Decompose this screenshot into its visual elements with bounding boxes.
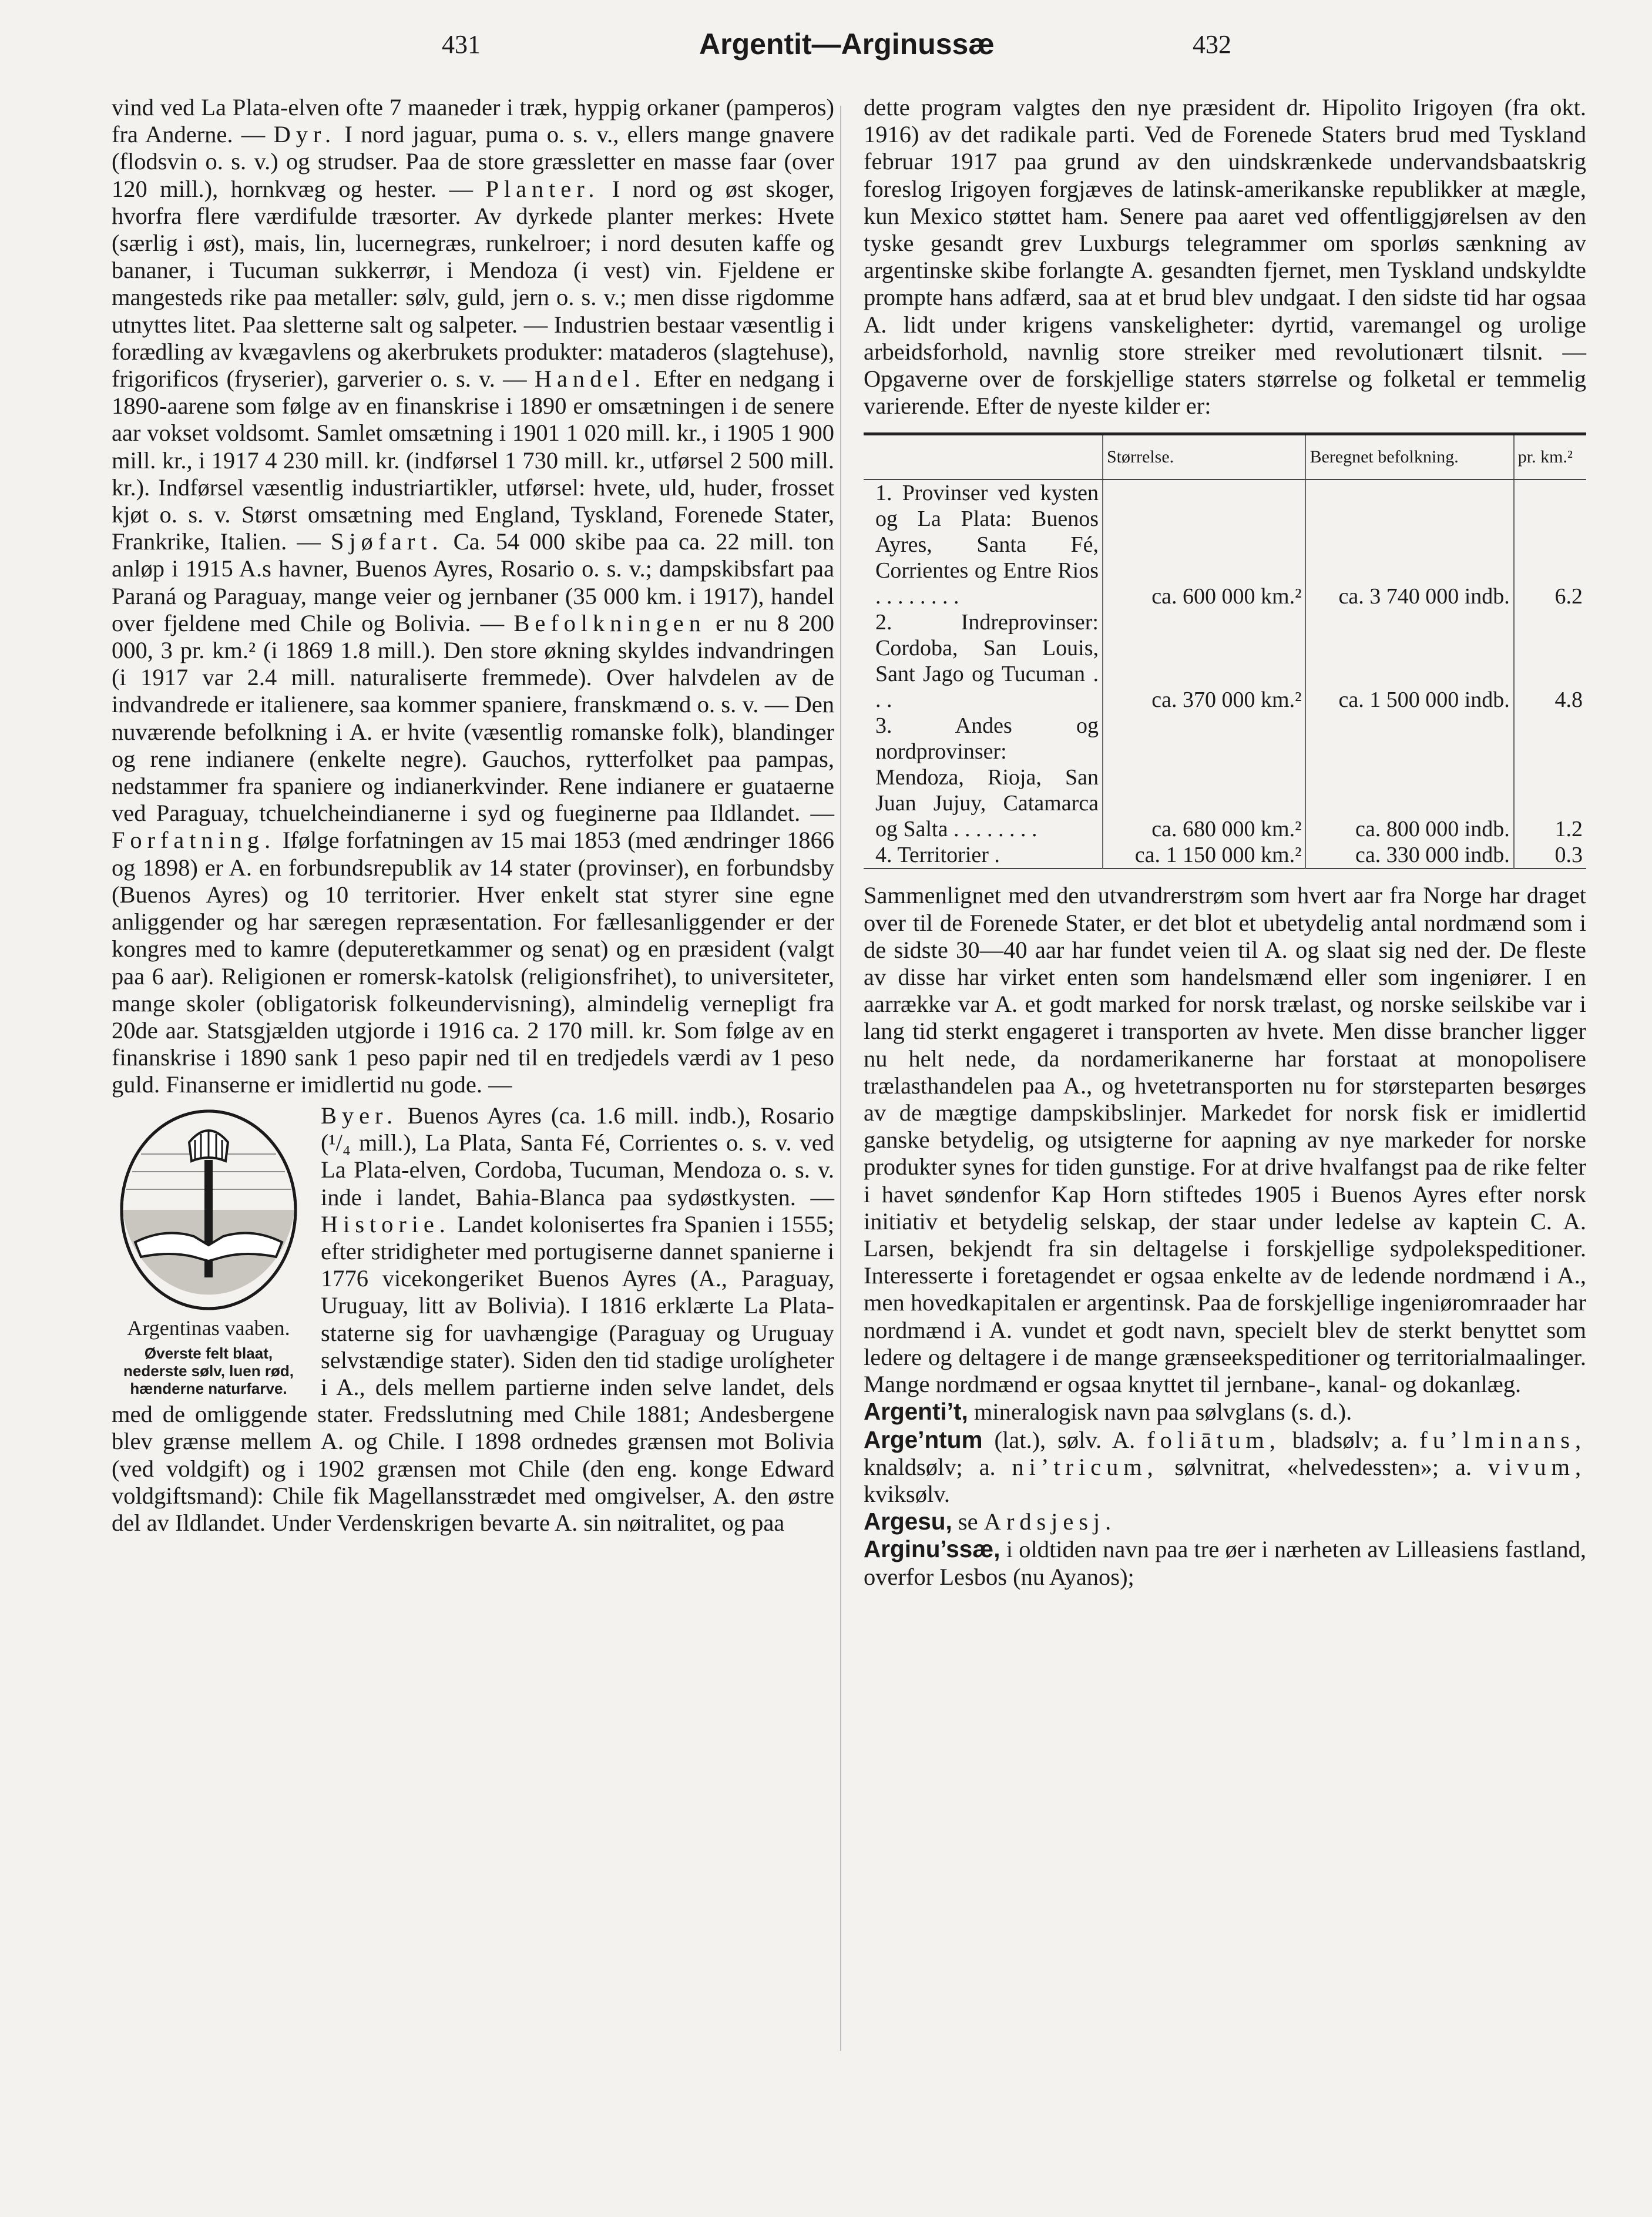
provinces-table xyxy=(864,432,1586,869)
table-row xyxy=(864,609,1586,713)
text-run: Ca. 54 000 skibe paa ca. 22 mill. ton anløp i 1915 A.s havner, Buenos Ayres, Rosario o. s. v.; dampskibsfart paa Paraná og Paraguay, mange veier og jernbaner (35 000 km. i 1917), handel over fjeldene med Chile og Bolivia. — xyxy=(112,528,834,636)
text-run: kviksølv. xyxy=(864,1480,951,1507)
page-number-right: 432 xyxy=(1193,30,1231,59)
subheading-handel: Handel. xyxy=(534,365,646,393)
right-paragraph-1: dette program valgtes den nye præsident dr. Hipolito Irigoyen (fra okt. 1916) av det radikale parti. Ved de Forenede Staters brud med Tyskland februar 1917 paa grund av den uindskrænkede undervandsbaatskrig foreslog Irigoyen forgjæves de latinsk-amerikanske republikker at mægle, kun Mexico støttet ham. Senere paa aaret ved offentliggjørelsen av den tyske gesandt grev Luxburgs telegrammer om sporløs sænkning av argentinske skibe forlangte A. gesandten fjernet, men Tyskland undskyldte prompte hans adfærd, saa at et brud blev undgaat. I den sidste tid har ogsaa A. lidt under krigens vanskeligheter: dyrtid, varemangel og urolige arbeidsforhold, navnlig store streiker med revolutionært tilsnit. — Opgaverne over de forskjellige staters størrelse og folketal er temmelig varierende. Efter de nyeste kilder er: xyxy=(864,94,1586,420)
page-number-left: 431 xyxy=(442,30,481,59)
spaced-term: Ardsjesj. xyxy=(983,1508,1117,1535)
text-run: (lat.), sølv. A. xyxy=(982,1426,1147,1453)
table-cell-pop: ca. 3 740 000 indb. xyxy=(1305,479,1513,609)
table-row xyxy=(864,713,1586,842)
entry-argentum xyxy=(864,1426,1586,1508)
table-cell-name: 1. Provinser ved kysten og La Plata: Buenos Ayres, Santa Fé, Corrientes og Entre Rios . . . . . . . . xyxy=(875,481,1099,609)
table-header-cell: Beregnet befolkning. xyxy=(1305,434,1513,480)
table-cell-density: 0.3 xyxy=(1514,842,1586,868)
text-run: Ifølge forfatningen av 15 mai 1853 (med ændringer 1866 og 1898) er A. en forbundsrepublik av 14 stater (provinser), en forbundsby (Buenos Ayres) og 10 territorier. Hver enkelt stat styrer sine egne anliggender og har særegen repræsentation. For fællesanliggender er der kongres med to kamre (deputeretkammer og senat) og en præsident (valgt paa 6 aar). Religionen er romersk-katolsk (religionsfrihet), to universiteter, mange skoler (obligatorisk folkeundervisning), almindelig vernepligt fra 20de aar. Statsgjælden utgjorde i 1916 ca. 2 170 mill. kr. Som følge av en finanskrise i 1890 sank 1 peso papir ned til en tredjedels værdi av 1 peso guld. Finanserne er imidlertid nu gode. — xyxy=(112,827,834,1098)
figure-caption: Argentinas vaaben. xyxy=(127,1316,290,1340)
table-cell-name: 4. Territorier . xyxy=(875,843,1000,868)
table-cell-size: ca. 1 150 000 km.² xyxy=(1103,842,1305,868)
entry-title: Argesu, xyxy=(864,1508,952,1535)
figure-note: Øverste felt blaat, nederste sølv, luen rød, hænderne naturfarve. xyxy=(123,1344,294,1397)
entry-title: Arginu’ssæ, xyxy=(864,1535,1000,1563)
argentina-coat-of-arms-icon xyxy=(117,1107,300,1313)
entry-title: Arge’ntum xyxy=(864,1426,983,1453)
entry-title: Argenti’t, xyxy=(864,1398,968,1426)
table-header-cell: pr. km.² xyxy=(1514,434,1586,480)
text-run: I nord jaguar, puma o. s. v., ellers mange gnavere (flodsvin o. s. v.) og strudser. Paa de store græssletter en masse faar (over 120 mill.), hornkvæg og hester. — xyxy=(112,121,834,202)
table-cell-size: ca. 680 000 km.² xyxy=(1103,713,1305,842)
subheading-forfatning: Forfatning. xyxy=(112,827,276,854)
coat-of-arms-figure xyxy=(112,1107,305,1397)
text-run: se xyxy=(952,1508,984,1535)
text-run: Landet kolonisertes fra Spanien i 1555; efter stridigheter med portugiserne dannet spanierne i 1776 vicekongeriket Buenos Ayres (A., Paraguay, Uruguay, litt av Bolivia). I 1816 erklærte La Plata-staterne sig for uavhængige (Paraguay og Uruguay selvstændige stater). Siden den tid stadige urolígheter i A., dels mellem partierne inden selve landet, dels med de omliggende stater. Fredsslutning med Chile 1881; Andesbergene blev grænse mellem A. og Chile. I 1898 ordnedes grænsen mot Bolivia (ved voldgift) og i 1902 grænsen mot Chile (den eng. konge Edward voldgiftsmand): Chile fik Magellansstrædet med omgivelser, A. den østre del av Ildlandet. Under Verdenskrigen bevarte A. sin nøitralitet, og paa xyxy=(112,1210,834,1537)
subheading-byer: Byer. xyxy=(321,1102,398,1129)
table-cell-size: ca. 370 000 km.² xyxy=(1103,609,1305,713)
entry-argesu xyxy=(864,1508,1586,1535)
table-cell-pop: ca. 1 500 000 indb. xyxy=(1305,609,1513,713)
entry-arginussae xyxy=(864,1535,1586,1590)
right-column xyxy=(864,94,1586,1591)
left-column xyxy=(112,94,834,1099)
spaced-term: vivum, xyxy=(1488,1453,1586,1480)
left-column-lower xyxy=(112,1102,834,1537)
subheading-sjofart: Sjøfart. xyxy=(330,528,444,555)
column-divider xyxy=(840,106,841,2051)
table-cell-name: 2. Indreprovinser: Cordoba, San Louis, Sant Jago og Tucuman . . . xyxy=(875,610,1099,713)
text-run: vind ved La Plata-elven ofte 7 maaneder i træk, hyppig orkaner (pamperos) fra Anderne. — xyxy=(112,94,834,148)
spaced-term: fu’lminans, xyxy=(1419,1426,1586,1453)
table-header-row xyxy=(864,434,1586,480)
text-run: knaldsølv; a. xyxy=(864,1453,1012,1480)
table-row xyxy=(864,479,1586,609)
text-run: I nord og øst skoger, hvorfra flere værdifulde træsorter. Av dyrkede planter merkes: Hvete (særlig i øst), mais, lin, lucernegræs, runkelroer; i nord desuten kaffe og bananer, i Tucuman sukkerrør, i Mendoza (i vest) vin. Fjeldene er mangesteds rike paa metaller: sølv, guld, jern o. s. v.; men disse rigdomme utnyttes litet. Paa sletterne salt og salpeter. — Industrien bestaar væsentlig i forædling av kvægavlens og akerbrukets produkter: mataderos (slagtehuse), frigorificos (fryserier), garverier o. s. v. — xyxy=(112,175,834,393)
subheading-dyr: Dyr. xyxy=(273,121,337,148)
table-cell-density: 1.2 xyxy=(1514,713,1586,842)
entry-argentit xyxy=(864,1398,1586,1426)
table-cell-density: 4.8 xyxy=(1514,609,1586,713)
right-paragraph-2: Sammenlignet med den utvandrerstrøm som hvert aar fra Norge har draget over til de Forenede Stater, er det blot et ubetydelig antal nordmænd som i de sidste 30—40 aar har fundet veien til A. og slaat sig ned der. De fleste av disse har virket enten som handelsmænd eller som ingeniører. I en aarrække var A. et godt marked for norsk trælast, og norske seilskibe var i lang tid sterkt engageret i transporten av hvete. Men disse brancher ligger nu helt nede, da nordamerikanerne har forstaat at monopolisere trælasthandelen paa A., og hvetetransporten nu for størsteparten besørges av de mægtige dampskibslinjer. Markedet for norsk fisk er imidlertid ganske betydelig, og utsigterne for aapning av nye markeder for norske produkter synes for tiden gunstige. For at drive hvalfangst paa de rike felter i havet søndenfor Kap Horn stiftedes 1905 i Buenos Ayres efter norsk initiativ et betydelig selskap, der staar under ledelse av kaptein C. A. Larsen, bekjendt fra sin deltagelse i forskjellige sydpolekspeditioner. Interesserte i foretagendet er ogsaa enkelte av de ledende nordmænd i A., men hovedkapitalen er argentinsk. Paa de forskjellige ingeniøromraader har nordmænd i A. vundet et godt navn, specielt blev de sterkt benyttet som ledere og deltagere i de mange grænseekspeditioner og territorialmaalinger. Mange nordmænd er ogsaa knyttet til jernbane-, kanal- og dokanlæg. xyxy=(864,882,1586,1398)
text-run: bladsølv; a. xyxy=(1280,1426,1420,1453)
table-cell-pop: ca. 800 000 indb. xyxy=(1305,713,1513,842)
text-run: Buenos Ayres (ca. 1.6 mill. indb.), Rosario (¹/₄ mill.), La Plata, Santa Fé, Corrientes o. s. v. ved La Plata-elven, Cordoba, Tucuman, Mendoza o. s. v. inde i landet, Bahia-Blanca paa sydøstkysten. — xyxy=(321,1102,834,1210)
spaced-term: foliātum, xyxy=(1147,1426,1281,1453)
table-cell-name: 3. Andes og nordprovinser: Mendoza, Rioja, San Juan Jujuy, Catamarca og Salta . . . . . . . . xyxy=(875,713,1099,842)
text-run: sølvnitrat, «helvedessten»; a. xyxy=(1158,1453,1488,1480)
table-cell-pop: ca. 330 000 indb. xyxy=(1305,842,1513,868)
table-header-cell xyxy=(864,434,1103,480)
text-run: Efter en nedgang i 1890-aarene som følge av en finanskrise i 1890 er omsætningen i de senere aar vokset voldsomt. Samlet omsætning i 1901 1 020 mill. kr., i 1905 1 900 mill. kr., i 1917 4 230 mill. kr. (indførsel 1 730 mill. kr., utførsel 2 500 mill. kr.). Indførsel væsentlig industriartikler, utførsel: hvete, uld, huder, frosset kjøt o. s. v. Størst omsætning med England, Tyskland, Forenede Stater, Frankrike, Italien. — xyxy=(112,365,834,555)
text-run: mineralogisk navn paa sølvglans (s. d.). xyxy=(968,1398,1352,1426)
table-cell-size: ca. 600 000 km.² xyxy=(1103,479,1305,609)
table-row xyxy=(864,842,1586,868)
spaced-term: ni’tricum, xyxy=(1012,1453,1159,1480)
subheading-planter: Planter. xyxy=(485,175,600,202)
text-run: er nu 8 200 000, 3 pr. km.² (i 1869 1.8 mill.). Den store økning skyldes indvandringen (i 1917 var 2.4 mill. naturaliserte fremmede). Over halvdelen av de indvandrede er italienere, saa kommer spaniere, franskmænd o. s. v. — Den nuværende befolkning i A. er hvite (væsentlig romanske folk), blandinger og rene indianere (enkelte negre). Gauchos, rytterfolket paa pampas, nedstammer fra spaniere og indianerkvinder. Rene indianere er guataerne ved Paraguay, tchuelcheindianerne i syd og fueginerne paa Ildlandet. — xyxy=(112,609,834,827)
text-run: i oldtiden navn paa tre øer i nærheten av Lilleasiens fastland, overfor Lesbos (nu Ayanos); xyxy=(864,1536,1586,1590)
subheading-befolkningen: Befolkningen xyxy=(513,609,706,636)
subheading-historie: Historie. xyxy=(321,1210,451,1237)
table-header-cell: Størrelse. xyxy=(1103,434,1305,480)
left-paragraph xyxy=(112,94,834,1099)
running-header-title: Argentit—Arginussæ xyxy=(699,28,995,61)
table-cell-density: 6.2 xyxy=(1514,479,1586,609)
